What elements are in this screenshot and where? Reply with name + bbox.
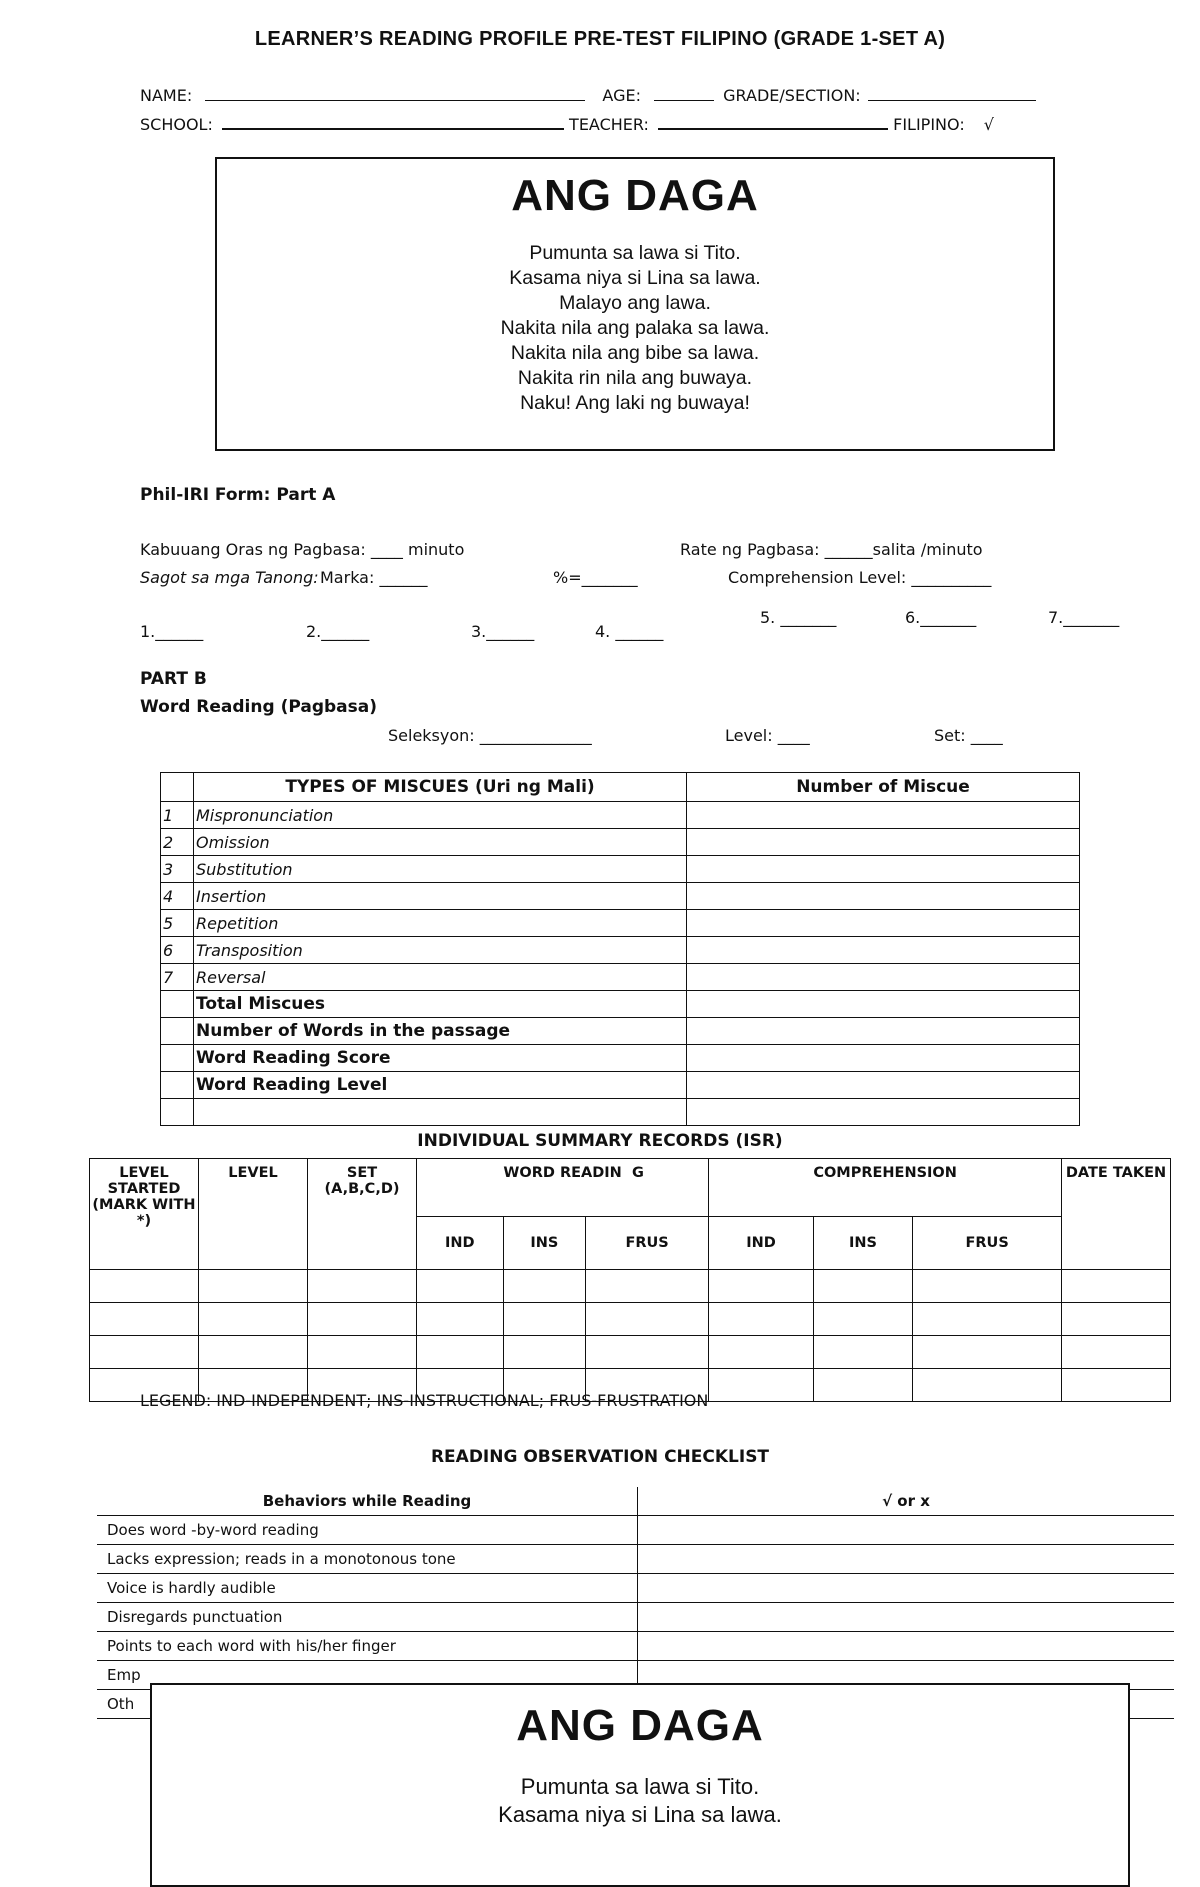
cell[interactable] [709,1336,814,1369]
behavior-mark-cell[interactable] [638,1632,1175,1661]
summary-value-cell[interactable] [687,991,1080,1018]
miscue-count-cell[interactable] [687,964,1080,991]
miscue-table [160,772,1080,1126]
behavior-mark-cell[interactable] [638,1516,1175,1545]
miscue-count-cell[interactable] [687,937,1080,964]
empty-cell[interactable] [687,1099,1080,1126]
table-row [90,1336,1171,1369]
age-field[interactable] [654,86,714,101]
table-row [97,1603,1174,1632]
word-ins-header: INS [503,1217,585,1270]
filipino-checkmark: √ [983,115,994,134]
story-line: Pumunta sa lawa si Tito. [520,1774,760,1799]
table-row [161,1018,1080,1045]
answer-item: 5. _______ [760,608,837,627]
row-number: 1 [161,802,194,829]
percent-field: %=_______ [553,568,638,587]
miscue-type: Insertion [194,883,687,910]
cell[interactable] [308,1303,417,1336]
set-header: SET (A,B,C,D) [308,1159,417,1270]
cell[interactable] [1062,1369,1171,1402]
summary-value-cell[interactable] [687,1018,1080,1045]
cell[interactable] [913,1303,1062,1336]
comprehension-header: COMPREHENSION [709,1159,1062,1217]
answer-item: 7._______ [1048,608,1120,627]
answer-item: 1.______ [140,622,204,641]
summary-value-cell[interactable] [687,1045,1080,1072]
story-line: Kasama niya si Lina sa lawa. [509,267,761,289]
behavior-label: Voice is hardly audible [97,1574,638,1603]
grade-section-field[interactable] [868,86,1036,101]
cell[interactable] [199,1270,308,1303]
row-number: 7 [161,964,194,991]
behavior-mark-cell[interactable] [638,1545,1175,1574]
story-line: Nakita rin nila ang buwaya. [517,367,753,389]
set-field: Set: ____ [934,726,1003,745]
cell[interactable] [199,1303,308,1336]
summary-label: Word Reading Score [194,1045,687,1072]
table-row [97,1545,1174,1574]
word-ind-header: IND [417,1217,504,1270]
table-row [161,910,1080,937]
isr-table [89,1158,1171,1402]
behavior-label: Disregards punctuation [97,1603,638,1632]
cell[interactable] [503,1303,585,1336]
school-field[interactable] [222,114,564,130]
behavior-label: Oth [97,1690,638,1719]
cell[interactable] [417,1336,504,1369]
row-number [161,1099,194,1126]
comprehension-level-field: Comprehension Level: __________ [728,568,992,587]
miscue-count-cell[interactable] [687,802,1080,829]
level-field: Level: ____ [725,726,810,745]
row-number [161,991,194,1018]
cell[interactable] [813,1336,912,1369]
story-title: ANG DAGA [516,1701,764,1750]
name-field[interactable] [205,86,585,101]
behavior-label: Points to each word with his/her finger [97,1632,638,1661]
cell[interactable] [90,1270,199,1303]
cell[interactable] [813,1369,912,1402]
table-row [161,964,1080,991]
table-row [161,937,1080,964]
word-reading-label: WORD READIN [503,1165,622,1181]
summary-label: Word Reading Level [194,1072,687,1099]
reading-rate: Rate ng Pagbasa: ______salita /minuto [680,540,983,559]
story-line: Malayo ang lawa. [559,292,711,314]
story-box [215,157,1055,451]
cell[interactable] [913,1270,1062,1303]
table-row [161,1072,1080,1099]
miscue-num-header [161,773,194,802]
miscue-type: Omission [194,829,687,856]
marka-field: Marka: ______ [320,568,428,587]
row-number [161,1045,194,1072]
table-row [161,1099,1080,1126]
cell[interactable] [586,1270,709,1303]
behaviors-header: Behaviors while Reading [97,1487,638,1516]
table-row [161,802,1080,829]
part-a-heading: Phil-IRI Form: Part A [140,485,336,505]
word-reading-heading: Word Reading (Pagbasa) [140,697,377,717]
table-row [161,856,1080,883]
isr-legend: LEGEND: IND-INDEPENDENT; INS-INSTRUCTIONAL; FRUS-FRUSTRATION [140,1391,709,1410]
story-title: ANG DAGA [511,171,759,220]
summary-value-cell[interactable] [687,1072,1080,1099]
table-row [97,1516,1174,1545]
word-reading-g: G [632,1165,644,1181]
miscue-type: Substitution [194,856,687,883]
grade-section-label: GRADE/SECTION: [723,86,861,105]
table-row [161,829,1080,856]
level-header: LEVEL [199,1159,308,1270]
row-number: 2 [161,829,194,856]
miscue-type: Mispronunciation [194,802,687,829]
cell[interactable] [308,1336,417,1369]
cell[interactable] [586,1336,709,1369]
isr-title: INDIVIDUAL SUMMARY RECORDS (ISR) [417,1131,783,1151]
teacher-field[interactable] [658,114,888,130]
row-number: 5 [161,910,194,937]
cell[interactable] [90,1303,199,1336]
story-passage [152,1773,1128,1829]
answer-item: 3.______ [471,622,535,641]
cell[interactable] [586,1303,709,1336]
cell[interactable] [813,1270,912,1303]
row-number: 4 [161,883,194,910]
table-row [97,1632,1174,1661]
date-taken-header: DATE TAKEN [1062,1159,1171,1270]
summary-label: Number of Words in the passage [194,1018,687,1045]
answer-item: 2.______ [306,622,370,641]
row-number: 3 [161,856,194,883]
miscue-types-header: TYPES OF MISCUES (Uri ng Mali) [194,773,687,802]
table-row [161,883,1080,910]
miscue-count-cell[interactable] [687,910,1080,937]
cell[interactable] [709,1369,814,1402]
name-label: NAME: [140,86,193,105]
miscue-type: Transposition [194,937,687,964]
empty-cell [194,1099,687,1126]
miscue-count-cell[interactable] [687,883,1080,910]
row-number [161,1018,194,1045]
checklist-title: READING OBSERVATION CHECKLIST [430,1447,770,1467]
cell[interactable] [503,1336,585,1369]
teacher-label: TEACHER: [569,115,649,134]
level-started-header: LEVEL STARTED (MARK WITH *) [90,1159,199,1270]
behavior-label: Does word -by-word reading [97,1516,638,1545]
comp-ins-header: INS [813,1217,912,1270]
miscue-number-header: Number of Miscue [687,773,1080,802]
answer-item: 4. ______ [595,622,664,641]
comp-frus-header: FRUS [913,1217,1062,1270]
word-frus-header: FRUS [586,1217,709,1270]
story-line: Kasama niya si Lina sa lawa. [498,1802,782,1827]
behavior-mark-cell[interactable] [638,1603,1175,1632]
cell[interactable] [813,1303,912,1336]
cell[interactable] [1062,1336,1171,1369]
cell[interactable] [1062,1270,1171,1303]
table-row [161,991,1080,1018]
row-number [161,1072,194,1099]
comp-ind-header: IND [709,1217,814,1270]
miscue-type: Reversal [194,964,687,991]
cell[interactable] [503,1270,585,1303]
answer-item: 6._______ [905,608,977,627]
school-label: SCHOOL: [140,115,213,134]
table-row [90,1270,1171,1303]
cell[interactable] [913,1336,1062,1369]
behavior-label: Emp [97,1661,638,1690]
story-passage [217,241,1053,416]
behavior-label: Lacks expression; reads in a monotonous tone [97,1545,638,1574]
part-b-heading: PART B [140,669,207,689]
cell[interactable] [90,1336,199,1369]
table-row [90,1303,1171,1336]
mark-header: √ or x [638,1487,1175,1516]
document-title: LEARNER’S READING PROFILE PRE-TEST FILIPINO (GRADE 1-SET A) [254,28,946,50]
cell[interactable] [308,1270,417,1303]
behavior-mark-cell[interactable] [638,1574,1175,1603]
miscue-count-cell[interactable] [687,856,1080,883]
age-label: AGE: [602,86,641,105]
row-number: 6 [161,937,194,964]
cell[interactable] [709,1270,814,1303]
summary-label: Total Miscues [194,991,687,1018]
answers-label: Sagot sa mga Tanong: [140,568,319,587]
story-line: Nakita nila ang palaka sa lawa. [500,317,770,339]
school-row [140,114,994,134]
cell[interactable] [1062,1303,1171,1336]
story-box-overlay [150,1683,1130,1887]
table-row [161,1045,1080,1072]
story-line: Pumunta sa lawa si Tito. [529,242,741,264]
filipino-label: FILIPINO: [893,115,965,134]
cell[interactable] [709,1303,814,1336]
miscue-type: Repetition [194,910,687,937]
story-line: Naku! Ang laki ng buwaya! [520,392,750,414]
cell[interactable] [417,1270,504,1303]
name-row [140,86,1036,105]
cell[interactable] [417,1303,504,1336]
table-row [97,1574,1174,1603]
story-line: Nakita nila ang bibe sa lawa. [510,342,760,364]
cell[interactable] [913,1369,1062,1402]
total-reading-time: Kabuuang Oras ng Pagbasa: ____ minuto [140,540,465,559]
cell[interactable] [199,1336,308,1369]
seleksyon-field: Seleksyon: ______________ [388,726,592,745]
word-reading-header [417,1159,709,1217]
miscue-count-cell[interactable] [687,829,1080,856]
